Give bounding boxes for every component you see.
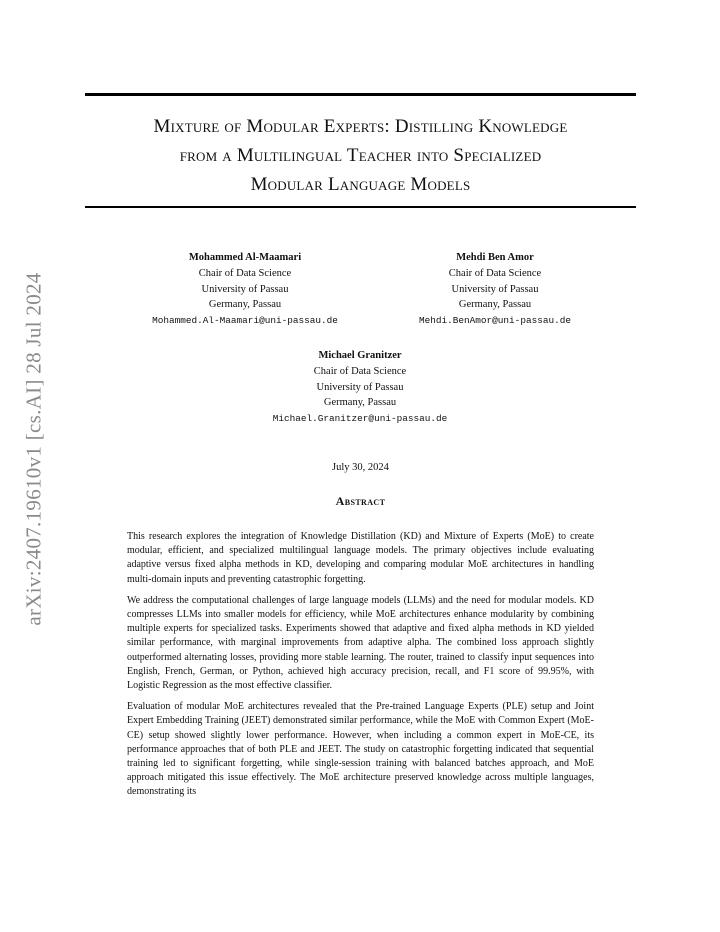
abstract-paragraph: This research explores the integration of Knowledge Distillation (KD) and Mixture of Experts (MoE) to create modular, efficient, and specialized multilingual language models. The primary objectives include evaluating adaptive versus fixed alpha methods in KD, developing and comparing modular MoE architectures in handling multi-domain inputs and preventing catastrophic forgetting. bbox=[127, 531, 594, 585]
arxiv-identifier-text: arXiv:2407.19610v1 [cs.AI] 28 Jul 2024 bbox=[21, 272, 46, 626]
author-email: Michael.Granitzer@uni-passau.de bbox=[272, 413, 448, 425]
author-university: University of Passau bbox=[451, 283, 539, 295]
abstract-body bbox=[127, 530, 594, 807]
abstract-heading: Abstract bbox=[335, 494, 386, 508]
title-line: Mixture of Modular Experts: Distilling Knowledge bbox=[153, 116, 568, 137]
author-block bbox=[130, 250, 360, 329]
author-email: Mehdi.BenAmor@uni-passau.de bbox=[419, 315, 571, 327]
title-top-rule bbox=[85, 93, 636, 96]
author-name: Mohammed Al-Maamari bbox=[188, 252, 302, 263]
author-affiliation: Chair of Data Science bbox=[448, 267, 542, 279]
author-location: Germany, Passau bbox=[458, 299, 532, 311]
author-location: Germany, Passau bbox=[208, 299, 282, 311]
author-block bbox=[380, 250, 610, 329]
author-affiliation: Chair of Data Science bbox=[313, 365, 407, 377]
arxiv-identifier bbox=[20, 268, 48, 630]
author-name: Mehdi Ben Amor bbox=[456, 252, 534, 263]
abstract-paragraph: Evaluation of modular MoE architectures revealed that the Pre-trained Language Experts (PLE) setup and Joint Expert Embedding Training (JEET) demonstrated similar performance, while the MoE with Common Expert (MoE-CE) setup showed slightly lower performance. However, when including a common expert in MoE-CE, its performance approaches that of both PLE and JEET. The study on catastrophic forgetting indicated that sequential training led to significant forgetting, while single-session training with balanced batches approach, and MoE approach mitigated this issue effectively. The MoE architecture preserved knowledge across multiple languages, demonstrating its bbox=[127, 701, 594, 798]
author-affiliation: Chair of Data Science bbox=[198, 267, 292, 279]
title-bottom-rule bbox=[85, 206, 636, 208]
author-email: Mohammed.Al-Maamari@uni-passau.de bbox=[152, 315, 338, 327]
title-line: from a Multilingual Teacher into Specialized bbox=[179, 145, 542, 166]
author-block bbox=[240, 348, 480, 427]
author-university: University of Passau bbox=[316, 381, 404, 393]
publication-date: July 30, 2024 bbox=[332, 462, 389, 473]
title-line: Modular Language Models bbox=[250, 174, 471, 195]
abstract-paragraph: We address the computational challenges of large language models (LLMs) and the need for modular models. KD compresses LLMs into smaller models for efficiency, while MoE architectures enhance modularity by combining multiple experts for specialized tasks. Experiments showed that adaptive and fixed alpha methods in KD yielded similar performance, with marginal improvements from adaptive alpha. The combined loss approach slightly outperformed alternating losses, providing more stable learning. The router, trained to classify input sequences into English, French, German, or Python, achieved high accuracy precision, recall, and F1 score of 99.95%, with Logistic Regression as the most effective classifier. bbox=[127, 594, 594, 692]
author-university: University of Passau bbox=[201, 283, 289, 295]
paper-title bbox=[85, 112, 636, 199]
author-name: Michael Granitzer bbox=[318, 350, 402, 361]
author-location: Germany, Passau bbox=[323, 397, 397, 409]
